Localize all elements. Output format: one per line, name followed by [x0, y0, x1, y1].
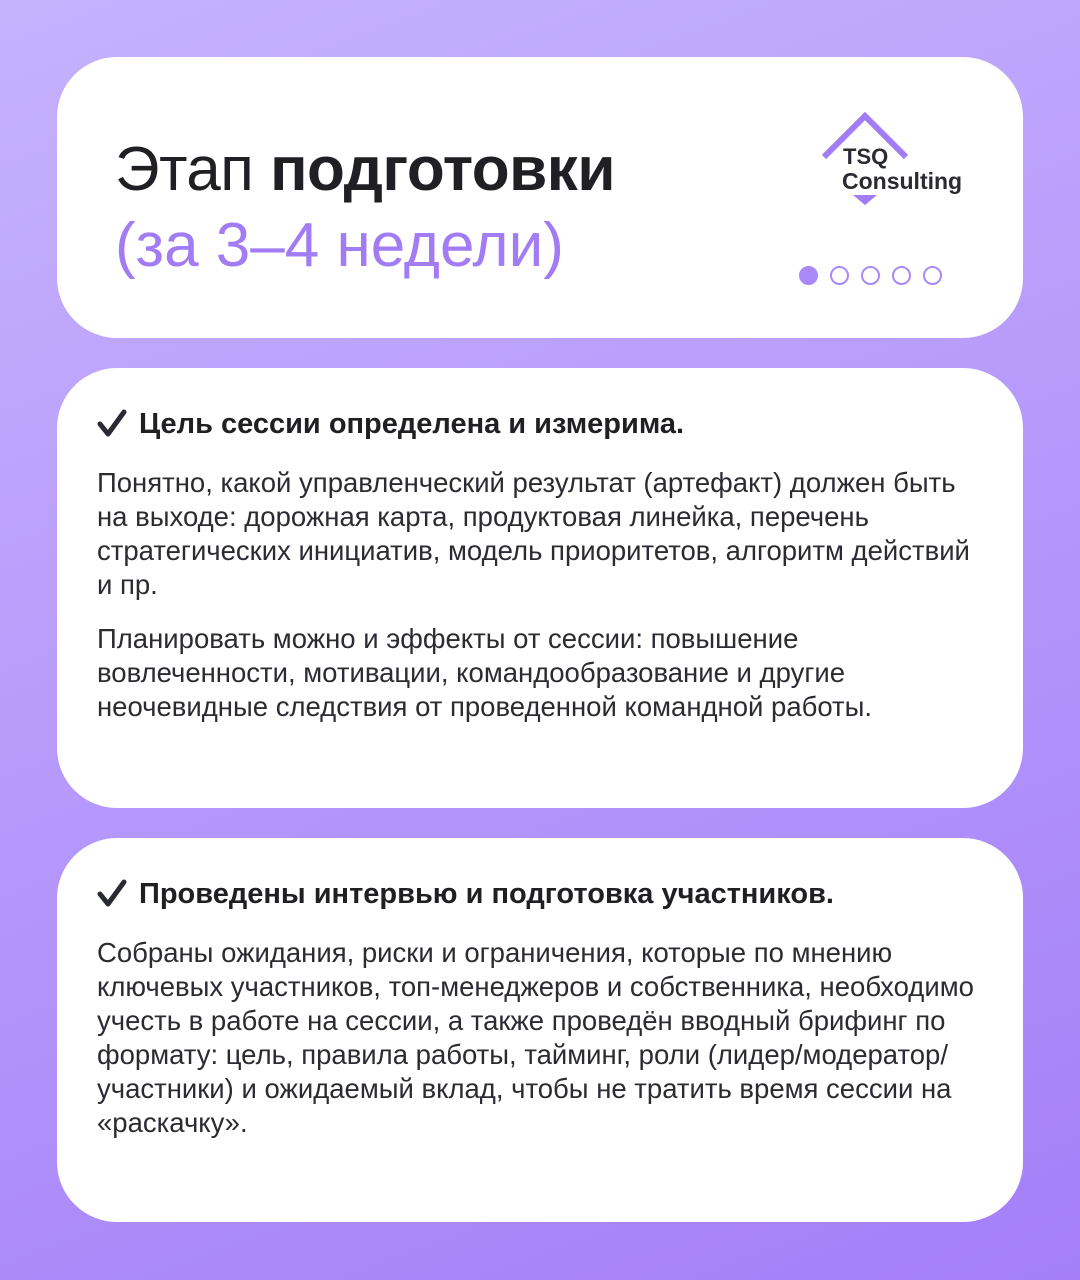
- logo-line-1: TSQ: [843, 144, 889, 169]
- pagination-dot-5[interactable]: [923, 266, 942, 285]
- section-paragraph: Понятно, какой управленческий результат (артефакт) должен быть на выходе: дорожная карта, продуктовая линейка, перечень стратегических инициатив, модель приоритетов, алгоритм действий и пр.: [97, 467, 970, 600]
- section-heading-text: Проведены интервью и подготовка участников.: [139, 878, 834, 910]
- section-card-goal: [57, 368, 1023, 808]
- title-bold: подготовки: [270, 135, 615, 204]
- title-light: Этап: [115, 135, 254, 204]
- page-subtitle: (за 3–4 недели): [115, 211, 564, 280]
- pagination-dots: [799, 266, 942, 288]
- check-icon: [97, 879, 127, 909]
- section-heading: [97, 874, 983, 914]
- header-card: [57, 57, 1023, 338]
- section-heading-text: Цель сессии определена и измерима.: [139, 408, 685, 440]
- logo-line-2: Consulting: [842, 168, 963, 194]
- pagination-dot-4[interactable]: [892, 266, 911, 285]
- section-paragraph: Собраны ожидания, риски и ограничения, которые по мнению ключевых участников, топ-менеджеров и собственника, необходимо учесть в работе на сессии, а также проведён вводный брифинг по формату: цель, правила работы, тайминг, роли (лидер/модератор/участники) и ожидаемый вклад, чтобы не тратить время сессии на «раскачку».: [97, 937, 974, 1138]
- pagination-dot-3[interactable]: [861, 266, 880, 285]
- tsq-logo: [815, 107, 975, 207]
- check-icon: [97, 409, 127, 439]
- pagination-dot-1[interactable]: [799, 266, 818, 285]
- section-paragraph: Планировать можно и эффекты от сессии: повышение вовлеченности, мотивации, командообразование и другие неочевидные следствия от проведенной командной работы.: [97, 623, 873, 722]
- section-heading: [97, 404, 983, 444]
- section-card-interviews: [57, 838, 1023, 1222]
- pagination-dot-2[interactable]: [830, 266, 849, 285]
- page-title: [115, 133, 615, 207]
